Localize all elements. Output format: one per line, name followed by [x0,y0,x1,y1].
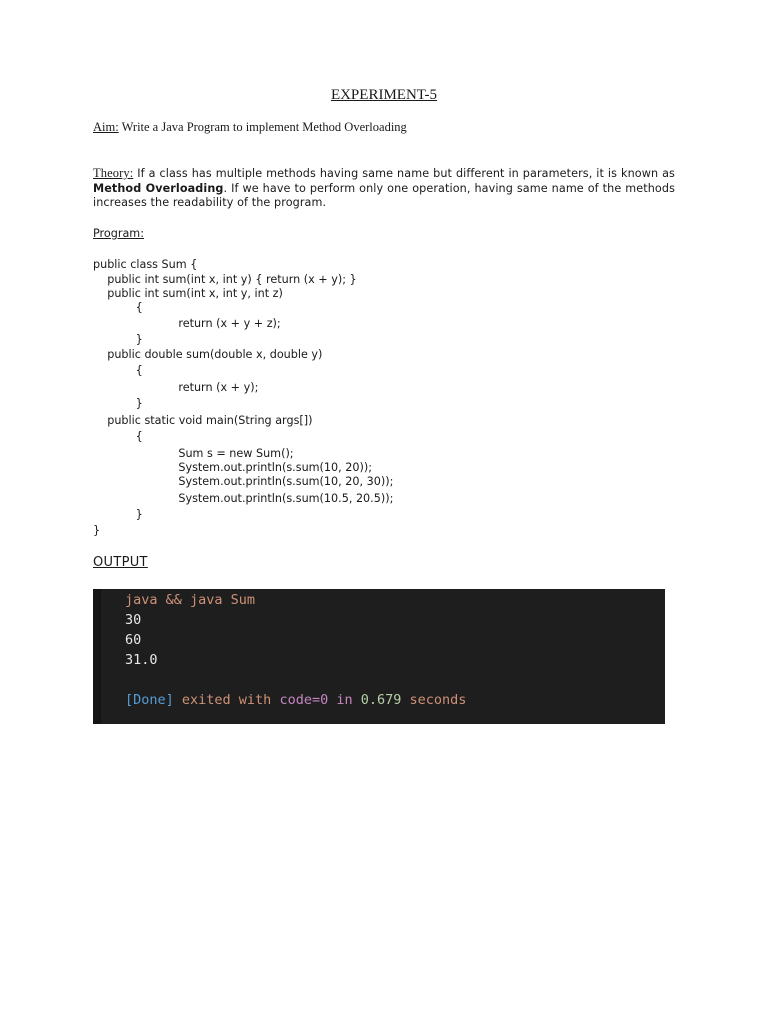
aim-text: Write a Java Program to implement Method Overloading [118,120,407,134]
code-line: } [93,333,143,346]
code-line: { [93,301,143,314]
program-label: Program: [93,227,144,240]
page-title: EXPERIMENT-5 [330,87,438,103]
seconds-text: seconds [401,692,467,708]
terminal-gutter [93,589,101,724]
exit-code-text: code=0 [279,692,329,708]
theory-text-2: . If we have to perform only one operation, having same name of the methods increases the readability of the program. [93,181,676,209]
theory-label: Theory: [93,166,134,180]
in-text: in [328,692,361,708]
code-line: { [93,430,143,443]
code-line: public double sum(double x, double y) [93,348,323,361]
code-line: } [93,524,101,537]
code-line: return (x + y); [93,381,259,394]
output-label: OUTPUT [93,555,148,570]
exited-with-text: exited with [173,692,280,708]
code-line: public static void main(String args[]) [93,414,313,427]
terminal-output-line: 31.0 [125,652,158,668]
theory-text-1: If a class has multiple methods having same name but different in parameters, it is known as [133,167,675,180]
code-line: public int sum(int x, int y) { return (x + y); } [93,273,357,286]
seconds-value: 0.679 [360,692,402,708]
code-line: public class Sum { [93,258,198,271]
code-line: return (x + y + z); [93,317,281,330]
code-line: Sum s = new Sum(); [93,447,294,460]
code-line: } [93,508,143,521]
terminal-output-line: 30 [125,612,142,628]
terminal-command: java && java Sum [125,592,256,608]
code-line: System.out.println(s.sum(10, 20)); [93,461,372,474]
code-line: public int sum(int x, int y, int z) [93,287,283,300]
code-line: { [93,364,143,377]
terminal-output-panel [93,589,665,724]
done-tag: [Done] [125,692,174,708]
theory-bold-term: Method Overloading [93,181,224,195]
terminal-done-line [125,692,466,708]
terminal-output-line: 60 [125,632,142,648]
code-line: System.out.println(s.sum(10.5, 20.5)); [93,492,394,505]
code-line: System.out.println(s.sum(10, 20, 30)); [93,475,394,488]
aim-line [93,120,407,135]
code-line: } [93,397,143,410]
aim-label: Aim: [93,120,119,134]
theory-paragraph [93,166,675,211]
